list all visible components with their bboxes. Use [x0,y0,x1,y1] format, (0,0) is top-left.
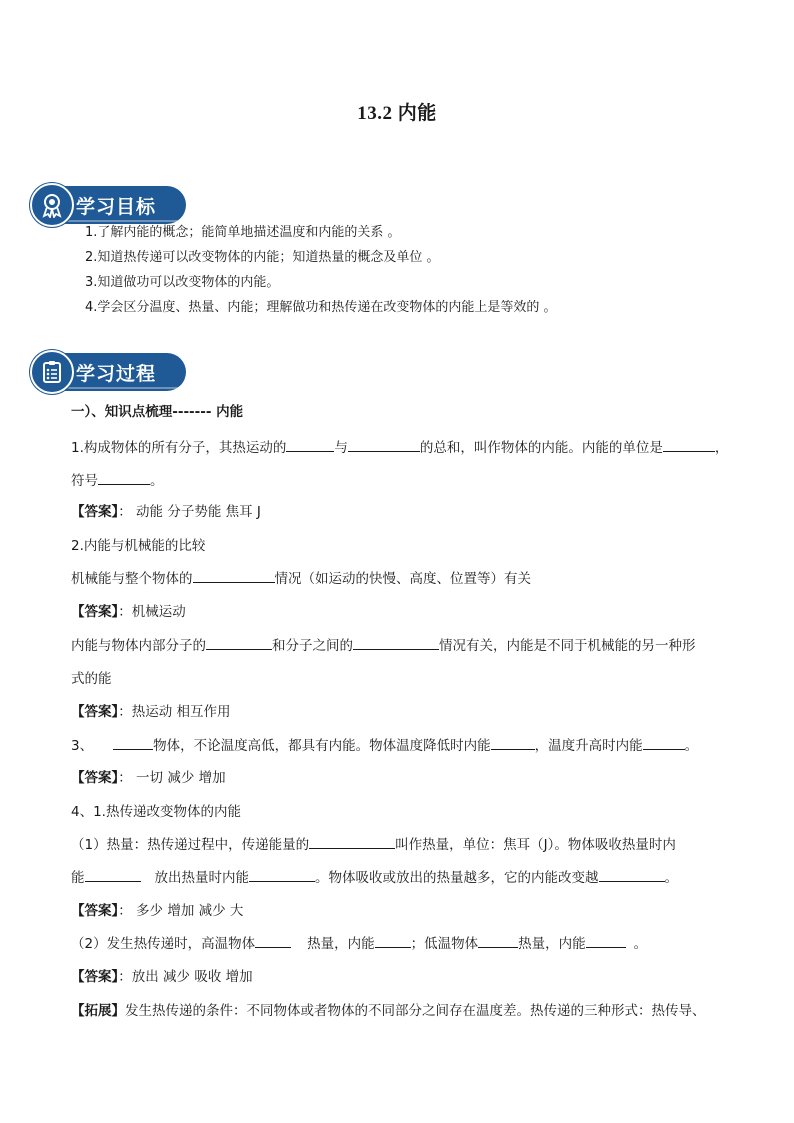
extension-note: 【拓展】发生热传递的条件：不同物体或者物体的不同部分之间存在温度差。热传递的三种形式：热传导、 [71,1003,706,1019]
answer-blank [663,439,715,452]
answer-blank [353,637,439,650]
question-2-heading: 2.内能与机械能的比较 [71,538,206,554]
question-2b-line-2: 式的能 [71,671,112,687]
answer-blank [85,869,141,882]
page-title: 13.2 内能 [357,103,437,124]
question-1-line-1: 1.构成物体的所有分子，其热运动的 与 的总和，叫作物体的内能。内能的单位是 ， [71,440,729,456]
answer-blank [478,935,518,948]
question-4-1-line-1: （1）热量：热传递过程中，传递能量的 叫作热量，单位：焦耳（J）。物体吸收热量时内 [71,837,676,853]
goals-list [85,226,557,326]
section-banner-process [30,350,186,394]
answer-blank [599,869,665,882]
award-ribbon-icon [30,183,74,227]
answer-2a: 【答案】：机械运动 [71,604,186,620]
question-4-1-line-2: 能 放出热量时内能 。物体吸收或放出的热量越多，它的内能改变越 。 [71,870,678,886]
knowledge-heading: 一）、知识点梳理------- 内能 [71,404,244,420]
goal-item: 1.了解内能的概念；能简单地描述温度和内能的关系 。 [85,225,401,240]
question-2b-line-1: 内能与物体内部分子的 和分子之间的 情况有关，内能是不同于机械能的另一种形 [71,638,696,654]
goal-item: 2.知道热传递可以改变物体的内能；知道热量的概念及单位 。 [85,250,440,265]
question-1-line-2: 符号 。 [71,473,164,489]
answer-blank [113,737,153,750]
answer-1: 【答案】： 动能 分子势能 焦耳 J [71,504,261,520]
question-3: 3、 物体，不论温度高低，都具有内能。物体温度降低时内能 ，温度升高时内能 。 [71,738,699,754]
answer-2b: 【答案】：热运动 相互作用 [71,704,231,720]
section-label-process: 学习过程 [76,363,157,385]
answer-blank [491,737,535,750]
answer-blank [586,935,626,948]
answer-blank [255,935,291,948]
section-label-goals: 学习目标 [76,196,157,218]
section-banner-goals [30,183,186,227]
answer-blank [98,472,150,485]
answer-blank [206,637,272,650]
answer-blank [286,439,334,452]
answer-blank [193,570,275,583]
answer-4-2: 【答案】：放出 减少 吸收 增加 [71,969,253,985]
goal-item: 4.学会区分温度、热量、内能；理解做功和热传递在改变物体的内能上是等效的 。 [85,300,557,315]
answer-blank [375,935,411,948]
answer-blank [249,869,315,882]
answer-4-1: 【答案】： 多少 增加 减少 大 [71,903,244,919]
checklist-icon [30,350,74,394]
answer-blank [309,836,395,849]
answer-3: 【答案】： 一切 减少 增加 [71,770,226,786]
question-4-heading: 4、1.热传递改变物体的内能 [71,804,241,820]
goal-item: 3.知道做功可以改变物体的内能。 [85,275,280,290]
answer-blank [348,439,420,452]
question-2a: 机械能与整个物体的 情况（如运动的快慢、高度、位置等）有关 [71,571,531,587]
question-4-2: （2）发生热传递时，高温物体 热量，内能 ；低温物体 热量，内能 。 [71,936,648,952]
answer-blank [643,737,685,750]
